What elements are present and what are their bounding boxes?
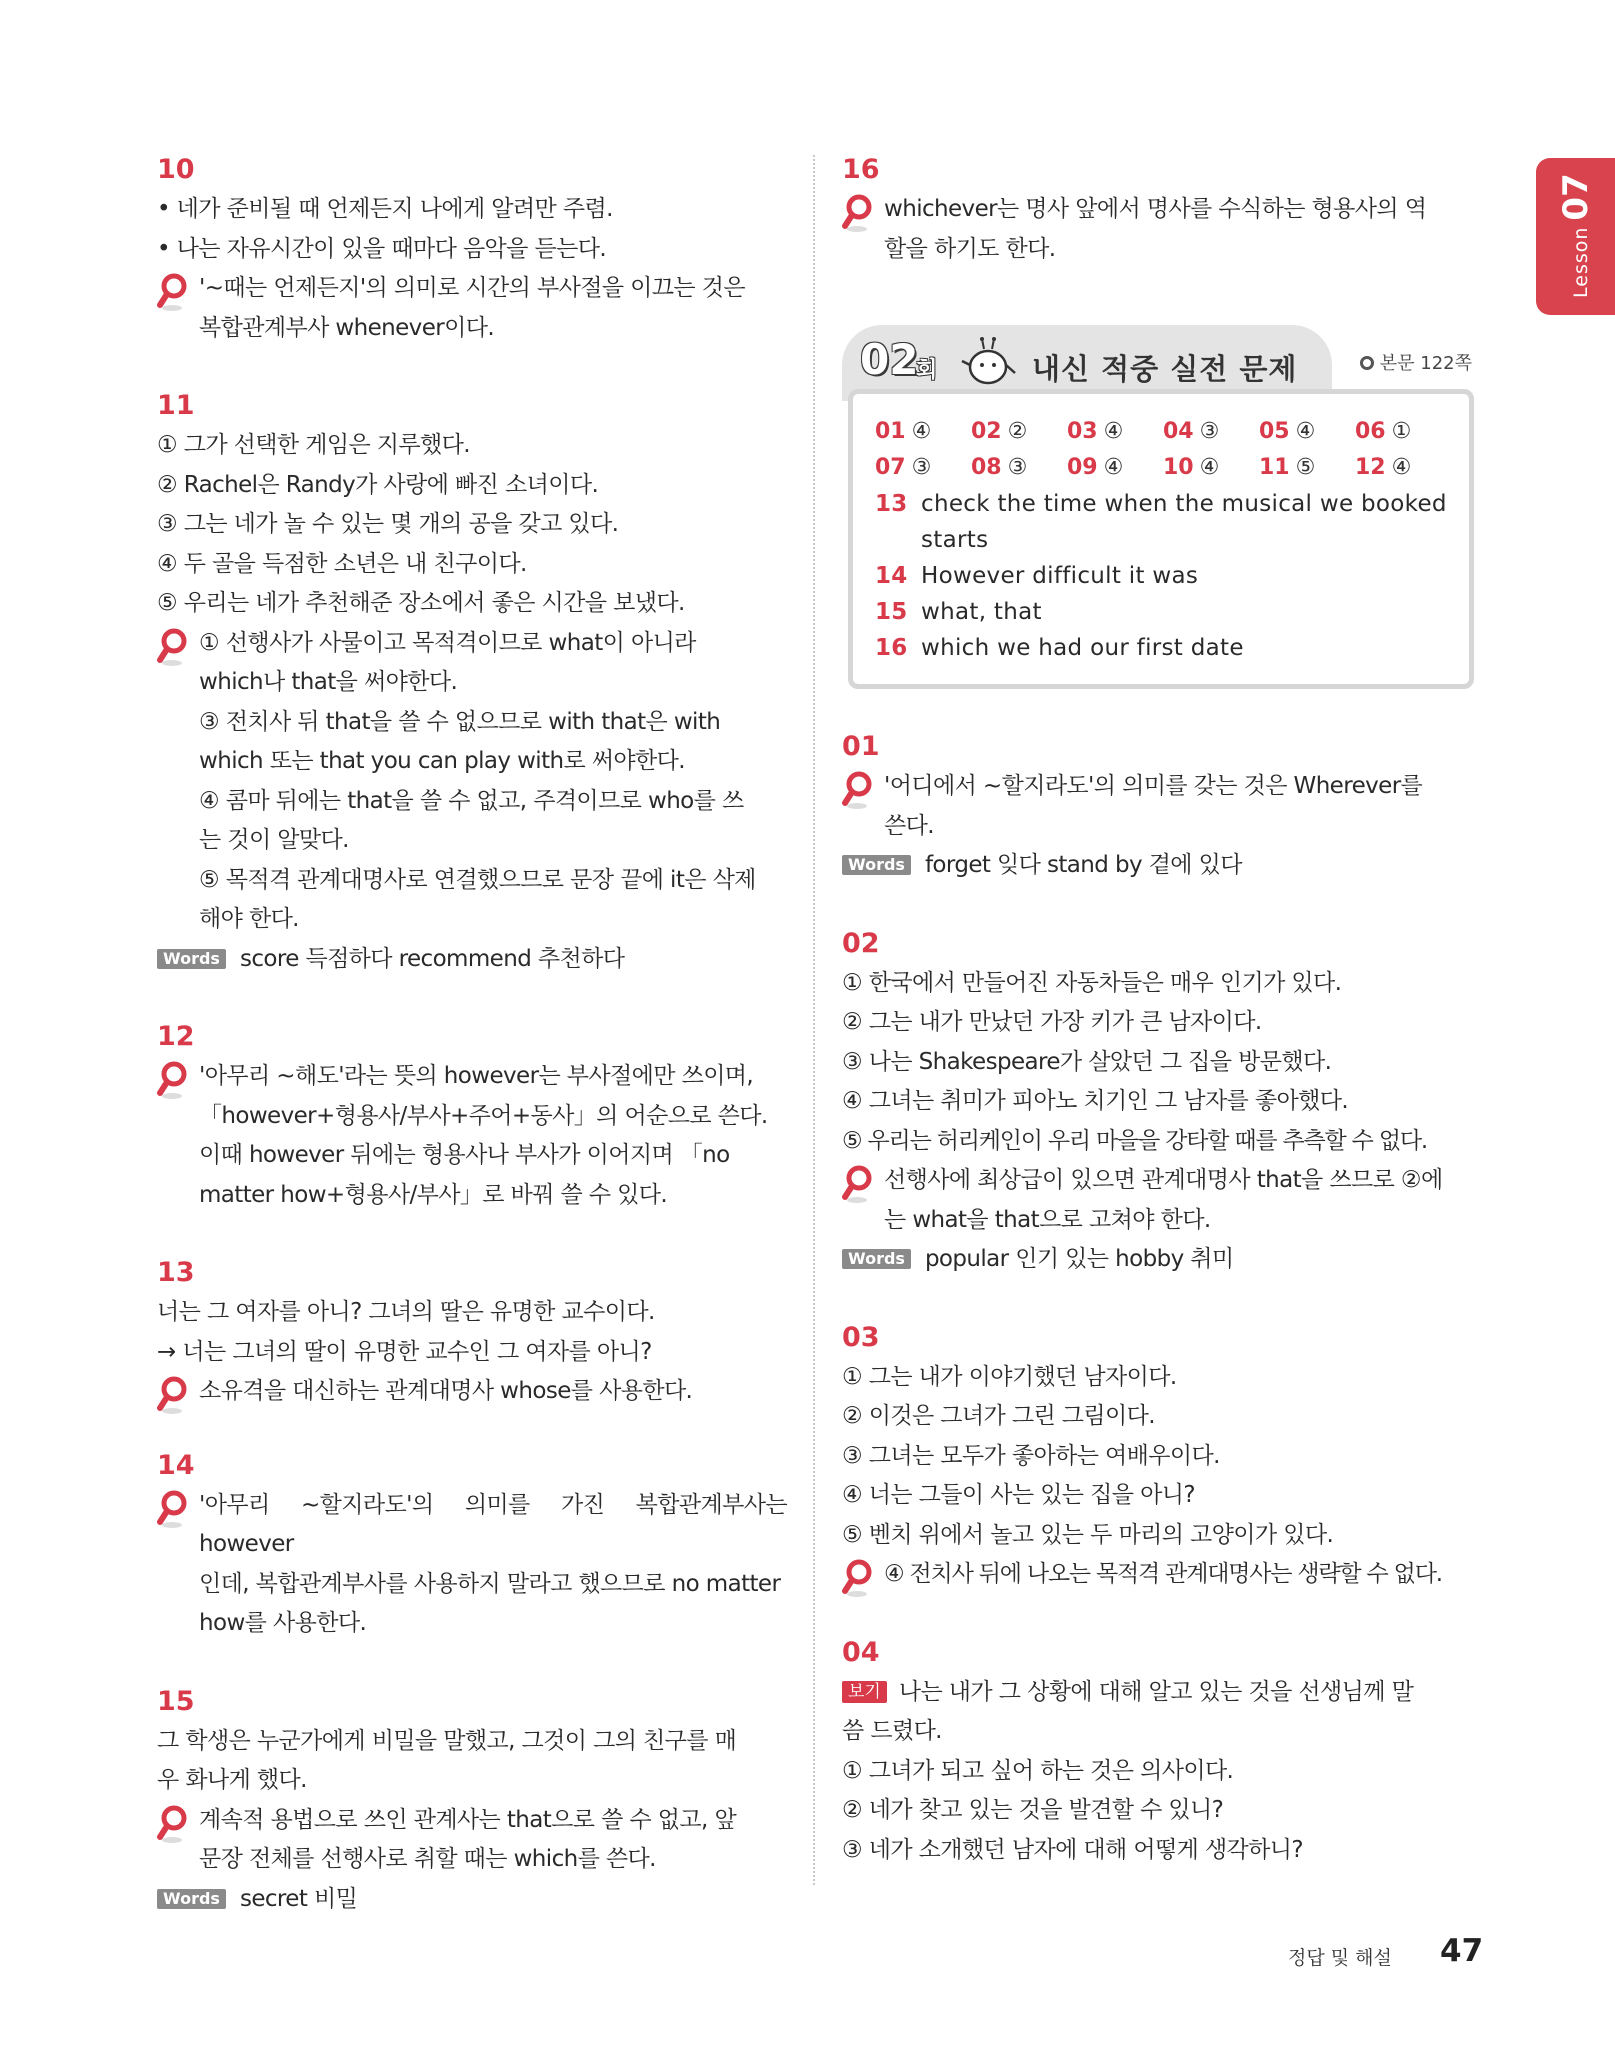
question-15	[157, 1684, 787, 1920]
words-row	[842, 1240, 1472, 1280]
answer-number: 15	[875, 599, 908, 625]
example-line	[842, 1673, 1472, 1713]
text-line: ④ 그녀는 취미가 피아노 치기인 그 남자를 좋아했다.	[842, 1088, 1349, 1114]
answer-number: 05	[1259, 419, 1290, 444]
answer-cell	[1355, 450, 1451, 486]
explanation	[157, 1801, 787, 1880]
answer-long-row	[875, 594, 1451, 630]
explanation-line: which 또는 that you can play with로 써야한다.	[199, 748, 685, 774]
explanation-line: 해야 한다.	[199, 906, 299, 932]
answer-number: 10	[1163, 455, 1194, 480]
explanation-line: '어디에서 ~할지라도'의 의미를 갖는 것은 Wherever를	[884, 773, 1423, 799]
page-reference	[1360, 349, 1472, 375]
answer-long-list	[875, 486, 1451, 666]
answer-02	[842, 926, 1472, 1280]
explanation-line: matter how+형용사/부사」로 바꿔 쓸 수 있다.	[199, 1181, 668, 1208]
question-number: 04	[842, 1636, 880, 1668]
text-line: ④ 두 골을 득점한 소년은 내 친구이다.	[157, 550, 527, 577]
text-line: ① 그녀가 되고 싶어 하는 것은 의사이다.	[842, 1757, 1234, 1784]
answer-choice: ①	[1391, 419, 1412, 444]
question-14	[157, 1448, 787, 1644]
answer-long-row	[875, 522, 1451, 558]
question-number: 03	[842, 1321, 880, 1353]
explanation	[842, 1555, 1472, 1595]
answer-choice: ④	[1103, 419, 1124, 444]
lesson-label: Lesson	[1570, 226, 1592, 298]
answer-01	[842, 729, 1472, 886]
answer-number: 06	[1355, 419, 1386, 444]
words-badge: Words	[157, 949, 226, 969]
explanation-line: ③ 전치사 뒤 that을 쓸 수 없으므로 with that은 with	[199, 708, 721, 735]
answer-choice: ④	[911, 419, 932, 444]
question-number: 12	[157, 1021, 195, 1052]
answer-choice: ⑤	[1295, 455, 1316, 480]
answer-grid	[875, 414, 1451, 486]
question-number: 16	[842, 154, 880, 185]
page-reference-text: 본문 122쪽	[1379, 353, 1472, 374]
explanation-line: 할을 하기도 한다.	[884, 235, 1056, 262]
question-12	[157, 1019, 787, 1215]
answer-cell	[971, 414, 1067, 450]
question-11	[157, 388, 787, 979]
magnifier-icon	[842, 1559, 876, 1599]
words-row	[842, 846, 1472, 886]
answer-cell	[875, 414, 971, 450]
page-number: 47	[1440, 1933, 1484, 1969]
explanation	[842, 190, 1472, 269]
explanation	[157, 1057, 787, 1215]
magnifier-icon	[842, 194, 876, 234]
text-line: ③ 그녀는 모두가 좋아하는 여배우이다.	[842, 1442, 1220, 1469]
explanation-line: ④ 콤마 뒤에는 that을 쓸 수 없고, 주격이므로 who를 쓰	[199, 787, 744, 814]
magnifier-icon	[157, 628, 191, 668]
text-line: → 너는 그녀의 딸이 유명한 교수인 그 여자를 아니?	[157, 1338, 652, 1365]
answer-04	[842, 1635, 1472, 1871]
answer-long-row	[875, 486, 1451, 522]
explanation-line: how를 사용한다.	[199, 1610, 367, 1636]
mascot-icon	[960, 335, 1018, 387]
text-line: 너는 그 여자를 아니? 그녀의 딸은 유명한 교수이다.	[157, 1299, 655, 1325]
question-number: 01	[842, 731, 880, 762]
answer-choice: ④	[1199, 455, 1220, 480]
answer-choice: ④	[1295, 419, 1316, 444]
text-line: • 네가 준비될 때 언제든지 나에게 알려만 주렴.	[157, 196, 613, 222]
answer-key-section	[842, 325, 1472, 705]
answer-number: 13	[875, 491, 908, 517]
answer-choice: ③	[1007, 455, 1028, 480]
answer-key-box	[848, 389, 1474, 689]
text-line: ③ 나는 Shakespeare가 살았던 그 집을 방문했다.	[842, 1048, 1332, 1075]
explanation	[157, 1372, 787, 1412]
example-line-cont: 씀 드렸다.	[842, 1718, 942, 1744]
answer-number: 11	[1259, 455, 1290, 480]
text-line: ① 그는 내가 이야기했던 남자이다.	[842, 1363, 1177, 1390]
text-line: ⑤ 우리는 허리케인이 우리 마을을 강타할 때를 추측할 수 없다.	[842, 1127, 1427, 1154]
explanation-line: 쓴다.	[884, 812, 934, 839]
explanation-line: ① 선행사가 사물이고 목적격이므로 what이 아니라	[199, 629, 696, 656]
text-line: ② 네가 찾고 있는 것을 발견할 수 있니?	[842, 1797, 1224, 1823]
explanation	[157, 624, 787, 940]
explanation-line: 소유격을 대신하는 관계대명사 whose를 사용한다.	[199, 1378, 693, 1404]
explanation-line: 선행사에 최상급이 있으면 관계대명사 that을 쓰므로 ②에	[884, 1167, 1443, 1193]
answer-number: 03	[1067, 419, 1098, 444]
explanation	[157, 1486, 787, 1644]
explanation-line: 는 것이 알맞다.	[199, 827, 349, 853]
words-text: secret 비밀	[239, 1885, 358, 1912]
magnifier-icon	[157, 1376, 191, 1416]
words-row	[157, 1880, 787, 1920]
answer-choice: ④	[1391, 455, 1412, 480]
answer-number: 02	[971, 419, 1002, 444]
question-13	[157, 1255, 787, 1412]
words-text: forget 잊다 stand by 곁에 있다	[924, 852, 1242, 878]
answer-number: 09	[1067, 455, 1098, 480]
text-line: ① 한국에서 만들어진 자동차들은 매우 인기가 있다.	[842, 969, 1342, 996]
explanation	[842, 767, 1472, 846]
question-number: 13	[157, 1257, 195, 1288]
example-badge: 보기	[842, 1681, 887, 1703]
answer-cell	[971, 450, 1067, 486]
round-suffix: 회	[916, 358, 938, 383]
right-column	[842, 152, 1472, 1904]
explanation-line: ⑤ 목적격 관계대명사로 연결했으므로 문장 끝에 it은 삭제	[199, 866, 756, 893]
text-line: ① 그가 선택한 게임은 지루했다.	[157, 432, 470, 458]
explanation-line: 문장 전체를 선행사로 취할 때는 which를 쓴다.	[199, 1846, 656, 1872]
words-text: score 득점하다 recommend 추천하다	[239, 945, 625, 972]
answer-cell	[875, 450, 971, 486]
example-text: 나는 내가 그 상황에 대해 알고 있는 것을 선생님께 말	[898, 1678, 1414, 1705]
explanation-line: which나 that을 써야한다.	[199, 669, 458, 695]
answer-cell	[1355, 414, 1451, 450]
magnifier-icon	[157, 273, 191, 313]
explanation-line: 「however+형용사/부사+주어+동사」의 어순으로 쓴다.	[199, 1102, 768, 1129]
answer-cell	[1163, 450, 1259, 486]
question-number: 14	[157, 1449, 195, 1481]
words-badge: Words	[157, 1889, 226, 1909]
question-number: 15	[157, 1685, 195, 1717]
magnifier-icon	[157, 1061, 191, 1101]
bullet-icon	[1360, 356, 1374, 370]
answer-cell	[1163, 414, 1259, 450]
magnifier-icon	[157, 1805, 191, 1845]
magnifier-icon	[157, 1490, 191, 1530]
explanation-line: '아무리 ~할지라도'의 의미를 가진 복합관계부사는 however	[199, 1491, 787, 1557]
text-line: 그 학생은 누군가에게 비밀을 말했고, 그것이 그의 친구를 매	[157, 1727, 737, 1754]
explanation-line: 는 what을 that으로 고쳐야 한다.	[884, 1206, 1211, 1233]
text-line: ② 그는 내가 만났던 가장 키가 큰 남자이다.	[842, 1009, 1262, 1035]
explanation-line: 인데, 복합관계부사를 사용하지 말라고 했으므로 no matter	[199, 1570, 781, 1597]
answer-text: However difficult it was	[921, 563, 1199, 589]
answer-cell	[1259, 414, 1355, 450]
footer-label: 정답 및 해설	[1288, 1947, 1392, 1969]
answer-number: 01	[875, 419, 906, 444]
text-line: ⑤ 우리는 네가 추천해준 장소에서 좋은 시간을 보냈다.	[157, 590, 685, 616]
answer-text: check the time when the musical we booked	[921, 491, 1447, 517]
explanation	[842, 1161, 1472, 1240]
answer-key-title: 내신 적중 실전 문제	[1032, 352, 1298, 386]
magnifier-icon	[842, 771, 876, 811]
explanation-line: 이때 however 뒤에는 형용사나 부사가 이어지며 「no	[199, 1142, 730, 1168]
answer-number: 07	[875, 455, 906, 480]
question-16	[842, 152, 1472, 269]
answer-choice: ③	[1199, 419, 1220, 444]
text-line: ⑤ 벤치 위에서 놀고 있는 두 마리의 고양이가 있다.	[842, 1521, 1334, 1548]
question-number: 10	[157, 154, 195, 185]
answer-number: 12	[1355, 455, 1386, 480]
answer-cell	[1067, 414, 1163, 450]
lesson-number: 07	[1556, 173, 1596, 221]
answer-cell	[1259, 450, 1355, 486]
text-line: ③ 그는 네가 놀 수 있는 몇 개의 공을 갖고 있다.	[157, 511, 619, 537]
words-row	[157, 940, 787, 980]
answer-number: 14	[875, 563, 908, 589]
text-line: • 나는 자유시간이 있을 때마다 음악을 듣는다.	[157, 235, 607, 262]
question-10	[157, 152, 787, 348]
text-line: ③ 네가 소개했던 남자에 대해 어떻게 생각하니?	[842, 1836, 1304, 1863]
explanation-line: ④ 전치사 뒤에 나오는 목적격 관계대명사는 생략할 수 없다.	[884, 1561, 1442, 1587]
question-number: 02	[842, 927, 880, 959]
answer-choice: ③	[911, 455, 932, 480]
lesson-tab	[1536, 158, 1615, 315]
answer-text: which we had our first date	[921, 635, 1244, 661]
answer-number	[875, 522, 921, 558]
answer-text: what, that	[921, 599, 1042, 625]
words-badge: Words	[842, 855, 911, 875]
explanation-line: '아무리 ~해도'라는 뜻의 however는 부사절에만 쓰이며,	[199, 1063, 754, 1089]
answer-long-row	[875, 630, 1451, 666]
question-number: 11	[157, 390, 195, 421]
explanation-line: 계속적 용법으로 쓰인 관계사는 that으로 쓸 수 없고, 앞	[199, 1806, 737, 1833]
round-number: 02	[860, 335, 919, 384]
left-column	[157, 152, 787, 1953]
explanation	[157, 269, 787, 348]
explanation-line: '~때는 언제든지'의 의미로 시간의 부사절을 이끄는 것은	[199, 275, 745, 301]
text-line: ② 이것은 그녀가 그린 그림이다.	[842, 1403, 1155, 1429]
column-divider	[813, 155, 815, 1885]
answer-choice: ④	[1103, 455, 1124, 480]
answer-number: 16	[875, 635, 908, 661]
magnifier-icon	[842, 1165, 876, 1205]
answer-cell	[1067, 450, 1163, 486]
words-text: popular 인기 있는 hobby 취미	[924, 1246, 1234, 1272]
words-badge: Words	[842, 1249, 911, 1269]
explanation-line: whichever는 명사 앞에서 명사를 수식하는 형용사의 역	[884, 196, 1427, 222]
text-line: ④ 너는 그들이 사는 있는 집을 아니?	[842, 1482, 1195, 1508]
answer-text: starts	[921, 527, 989, 553]
answer-long-row	[875, 558, 1451, 594]
answer-choice: ②	[1007, 419, 1028, 444]
answer-03	[842, 1320, 1472, 1595]
text-line: ② Rachel은 Randy가 사랑에 빠진 소녀이다.	[157, 471, 599, 498]
answer-number: 08	[971, 455, 1002, 480]
answer-number: 04	[1163, 419, 1194, 444]
explanation-line: 복합관계부사 whenever이다.	[199, 314, 495, 341]
text-line: 우 화나게 했다.	[157, 1767, 307, 1793]
